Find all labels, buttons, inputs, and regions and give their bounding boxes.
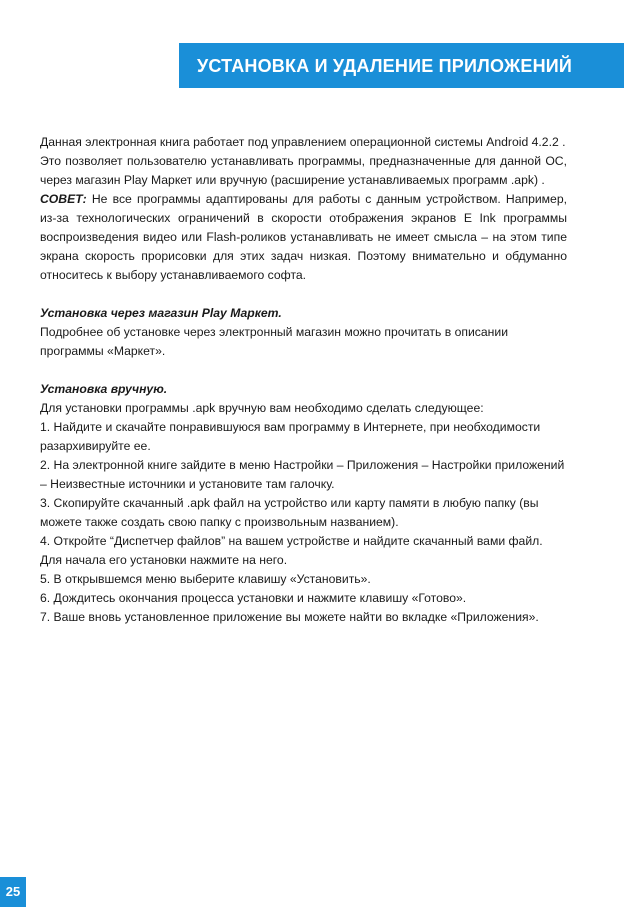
manual-step-3: 3. Скопируйте скачанный .apk файл на устройство или карту памяти в любую папку (вы можете также создать свою папку с произвольным названием). (40, 496, 539, 529)
market-section-heading: Установка через магазин Play Маркет. (40, 306, 282, 320)
page-title: УСТАНОВКА И УДАЛЕНИЕ ПРИЛОЖЕНИЙ (197, 56, 573, 76)
page-number: 25 (0, 877, 26, 907)
manual-step-1: 1. Найдите и скачайте понравившуюся вам программу в Интернете, при необходимости разархивируйте ее. (40, 420, 541, 453)
manual-step-7: 7. Ваше вновь установленное приложение вы можете найти во вкладке «Приложения». (40, 610, 539, 624)
document-body (40, 133, 567, 627)
tip-paragraph (40, 190, 567, 285)
intro-paragraph-install: Это позволяет пользователю устанавливать программы, предназначенные для данной ОС, через магазин Play Маркет или вручную (расширение устанавливаемых программ .apk) . (40, 154, 567, 187)
manual-section-lead: Для установки программы .apk вручную вам необходимо сделать следующее: (40, 401, 484, 415)
tip-label: СОВЕТ: (40, 192, 87, 206)
intro-paragraph-os: Данная электронная книга работает под управлением операционной системы Android 4.2.2 . (40, 135, 566, 149)
manual-step-4: 4. Откройте “Диспетчер файлов” на вашем устройстве и найдите скачанный вами файл. Для начала его установки нажмите на него. (40, 534, 543, 567)
manual-step-5: 5. В открывшемся меню выберите клавишу «Установить». (40, 572, 371, 586)
manual-section-heading: Установка вручную. (40, 382, 168, 396)
manual-step-2: 2. На электронной книге зайдите в меню Настройки – Приложения – Настройки приложений – Неизвестные источники и установите там галочку. (40, 458, 565, 491)
market-section-text: Подробнее об установке через электронный магазин можно прочитать в описании программы «Маркет». (40, 325, 509, 358)
tip-text: Не все программы адаптированы для работы с данным устройством. Например, из-за технологических ограничений в скорости отображения экранов E Ink программы воспроизведения видео или Flash-роликов устанавливать не имеет смысла – на этом типе экрана скорость прорисовки для этих задач низкая. Поэтому внимательно и обдуманно относитесь к выбору устанавливаемого софта. (40, 192, 567, 282)
manual-step-6: 6. Дождитесь окончания процесса установки и нажмите клавишу «Готово». (40, 591, 467, 605)
section-header-bar (179, 43, 624, 88)
